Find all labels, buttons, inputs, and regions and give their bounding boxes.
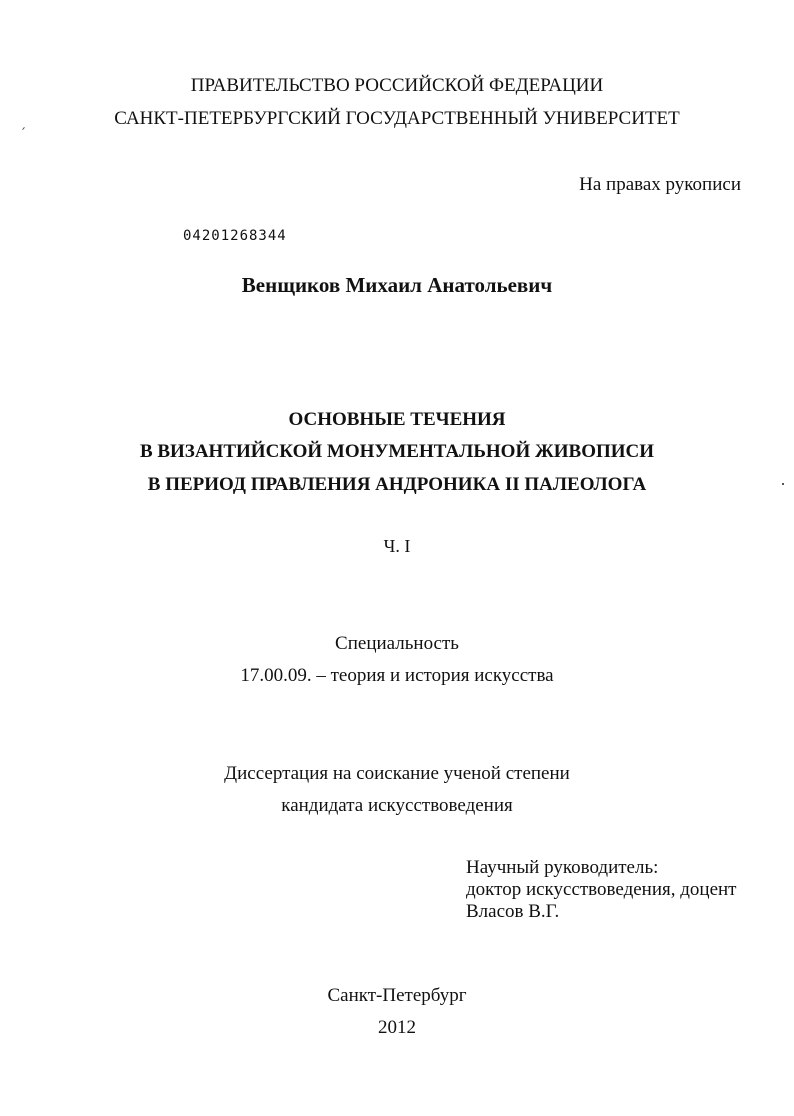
specialty-label: Специальность: [335, 633, 459, 654]
government-heading: ПРАВИТЕЛЬСТВО РОССИЙСКОЙ ФЕДЕРАЦИИ: [190, 75, 604, 96]
university-heading: САНКТ-ПЕТЕРБУРГСКИЙ ГОСУДАРСТВЕННЫЙ УНИВЕРСИТЕТ: [114, 108, 680, 129]
title-line-1: ОСНОВНЫЕ ТЕЧЕНИЯ: [288, 409, 506, 430]
dissertation-line-1: Диссертация на соискание ученой степени: [224, 763, 570, 784]
part-number: Ч. I: [383, 536, 411, 556]
supervisor-label: Научный руководитель:: [466, 857, 659, 878]
catalog-number: 04201268344: [183, 228, 287, 244]
specialty-value: 17.00.09. – теория и история искусства: [240, 665, 554, 686]
title-line-3: В ПЕРИОД ПРАВЛЕНИЯ АНДРОНИКА II ПАЛЕОЛОГА: [147, 474, 647, 495]
year: 2012: [378, 1017, 416, 1038]
rights-note: На правах рукописи: [579, 174, 741, 195]
city: Санкт-Петербург: [327, 985, 467, 1006]
title-line-2: В ВИЗАНТИЙСКОЙ МОНУМЕНТАЛЬНОЙ ЖИВОПИСИ: [139, 441, 655, 462]
author-name: Венщиков Михаил Анатольевич: [241, 273, 553, 297]
supervisor-title: доктор искусствоведения, доцент: [466, 879, 737, 900]
supervisor-name: Власов В.Г.: [466, 901, 560, 922]
scan-speck: [22, 127, 25, 130]
dissertation-line-2: кандидата искусствоведения: [281, 795, 513, 816]
